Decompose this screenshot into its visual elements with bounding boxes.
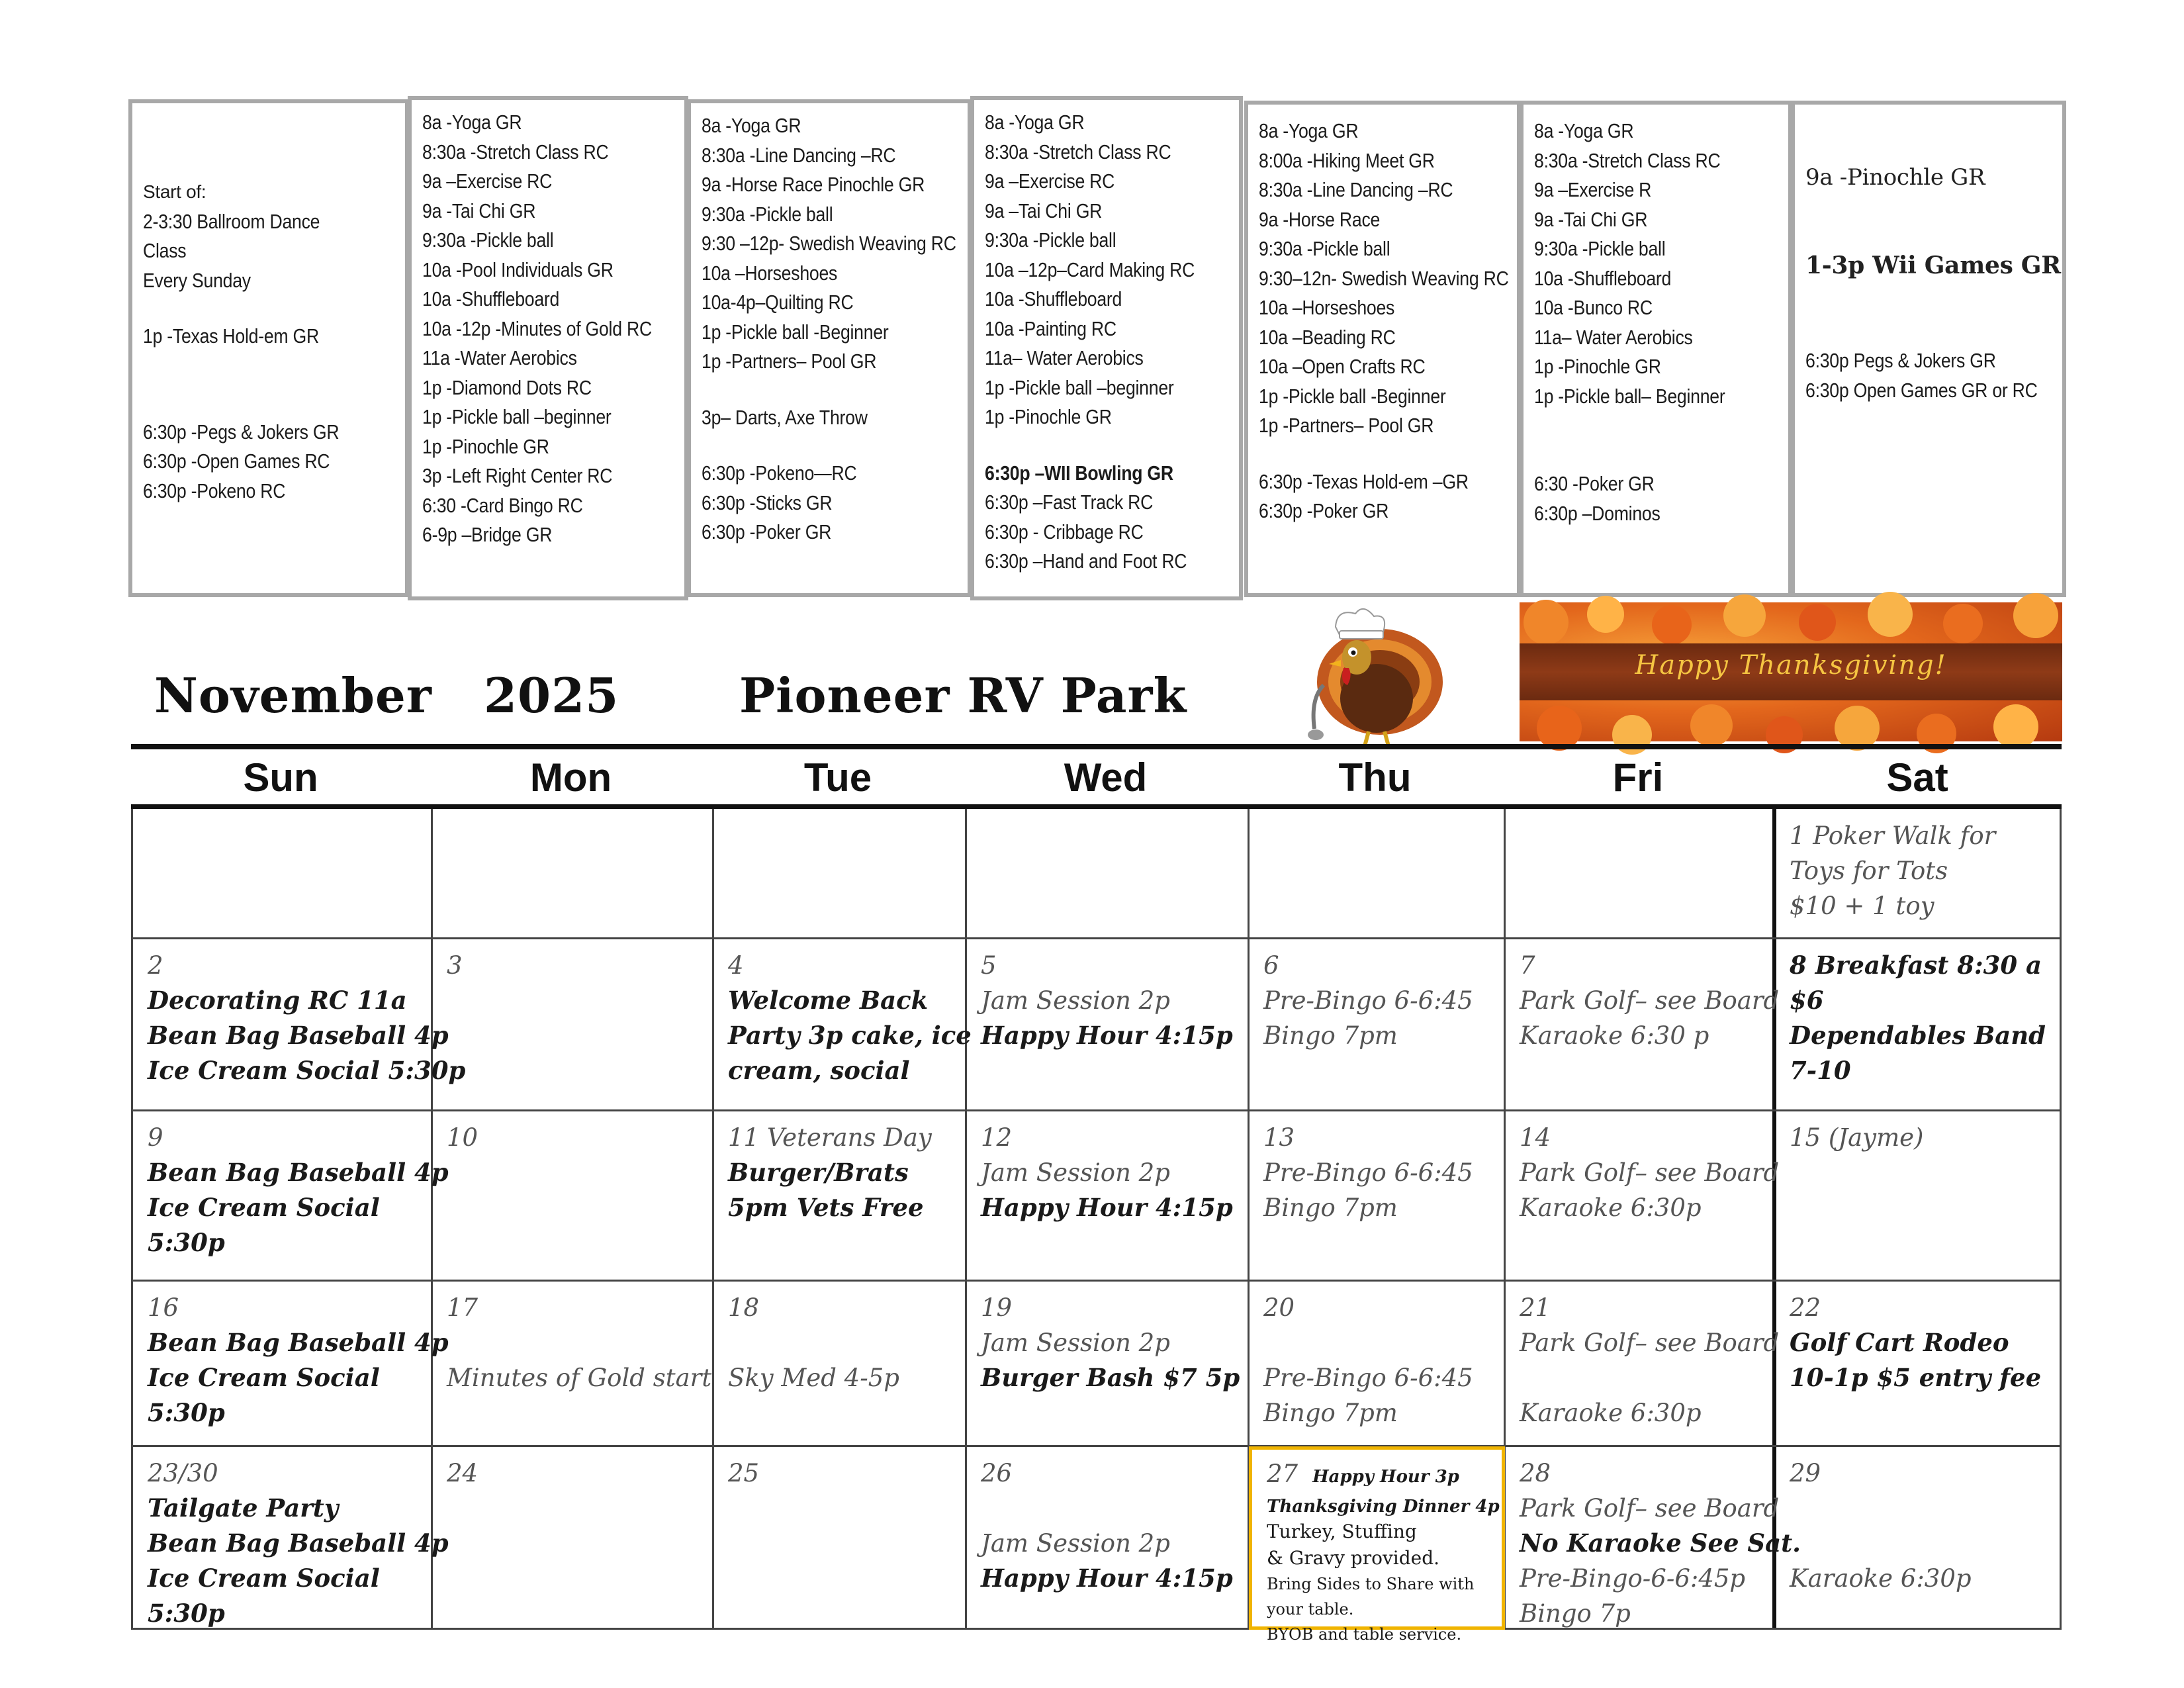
schedule-activity: 9a –Exercise R	[1534, 178, 1652, 201]
calendar-day-cell	[713, 939, 972, 1111]
event-text	[728, 1325, 957, 1360]
schedule-activity: 2-3:30 Ballroom Dance	[143, 209, 320, 233]
calendar-day-cell	[966, 1111, 1249, 1281]
day-number: 19	[981, 1293, 1013, 1322]
day-name-mon: Mon	[529, 755, 612, 800]
schedule-activity: 9:30a -Pickle ball	[422, 228, 554, 252]
event-text: Happy Hour 4:15p	[981, 1021, 1233, 1050]
day-name-wed: Wed	[1064, 755, 1148, 800]
day-number: 20	[1263, 1293, 1295, 1322]
calendar-day-cell	[713, 1111, 966, 1281]
event-text: Pre-Bingo-6-6:45p	[1520, 1564, 1746, 1593]
schedule-activity: 3p– Darts, Axe Throw	[702, 405, 868, 429]
event-text: Karaoke 6:30p	[1790, 1564, 1972, 1593]
calendar-month-title: November 2025	[154, 667, 619, 724]
event-text: $6	[1790, 986, 1824, 1015]
event-text: BYOB and table service.	[1267, 1625, 1462, 1644]
calendar-day-cell	[133, 809, 432, 939]
schedule-activity: 6:30p –WII Bowling GR	[985, 461, 1173, 485]
turkey-chef-icon	[1284, 599, 1449, 751]
calendar-day-cell	[713, 1281, 966, 1446]
schedule-activity: 8a -Yoga GR	[422, 111, 522, 134]
event-text: Bingo 7p	[1520, 1599, 1631, 1628]
schedule-activity: Every Sunday	[143, 268, 251, 292]
day-number: 6	[1263, 951, 1279, 980]
schedule-activity: 1p -Pickle ball –beginner	[985, 375, 1174, 399]
schedule-activity: 11a– Water Aerobics	[985, 346, 1144, 369]
schedule-spacer	[1805, 280, 2053, 346]
calendar-day-cell	[1775, 809, 2064, 939]
schedule-tuesday	[687, 99, 972, 597]
event-text: $10 + 1 toy	[1790, 892, 1934, 920]
calendar-day-cell	[1775, 1446, 2064, 1630]
day-number: 24	[447, 1459, 478, 1487]
event-text: Minutes of Gold start	[447, 1364, 712, 1392]
event-text	[1520, 1360, 1766, 1395]
calendar-day-cell	[1249, 1111, 1505, 1281]
event-text	[1790, 1526, 2054, 1561]
schedule-activity: 9:30–12n- Swedish Weaving RC	[1259, 266, 1509, 290]
day-number: 21	[1520, 1293, 1551, 1322]
event-text	[1790, 1491, 2054, 1526]
calendar-day-cell	[133, 939, 466, 1111]
event-text: Jam Session 2p	[981, 1529, 1170, 1558]
schedule-activity: 8a -Yoga GR	[1259, 119, 1359, 142]
schedule-activity: 10a -Shuffleboard	[1534, 266, 1672, 290]
event-text: Bring Sides to Share with	[1267, 1575, 1475, 1593]
schedule-activity: 11a– Water Aerobics	[1534, 325, 1693, 349]
calendar-day-header	[131, 753, 2062, 803]
event-text	[447, 1325, 704, 1360]
calendar-day-cell	[1249, 1446, 1505, 1644]
calendar-day-cell	[133, 1111, 449, 1281]
schedule-monday	[408, 96, 688, 600]
schedule-activity: 6:30p Open Games GR or RC	[1805, 378, 2038, 402]
schedule-activity: 9a -Horse Race	[1259, 207, 1381, 231]
calendar-day-cell	[1505, 1111, 1780, 1281]
schedule-spacer	[1805, 131, 2053, 163]
event-text: Park Golf– see Board	[1520, 1158, 1780, 1187]
event-text: your table.	[1267, 1600, 1354, 1618]
day-number: 7	[1520, 951, 1535, 980]
schedule-activity: 1p -Texas Hold-em GR	[143, 324, 319, 348]
event-text: Pre-Bingo 6-6:45	[1263, 1158, 1473, 1187]
calendar-day-cell	[1249, 809, 1505, 939]
schedule-activity: 1p -Pinochle GR	[422, 434, 549, 458]
happy-thanksgiving-text: Happy Thanksgiving!	[1635, 650, 1947, 680]
schedule-activity: 1p -Pickle ball –beginner	[422, 405, 612, 428]
schedule-activity: 1p -Pickle ball– Beginner	[1534, 384, 1725, 408]
schedule-activity: 9:30a -Pickle ball	[702, 202, 833, 226]
schedule-spacer	[985, 432, 1230, 459]
schedule-activity: 9:30a -Pickle ball	[985, 228, 1116, 252]
day-number: 13	[1263, 1123, 1295, 1152]
schedule-spacer	[143, 352, 396, 418]
day-name-fri: Fri	[1612, 755, 1664, 800]
calendar-day-cell	[1249, 1281, 1505, 1446]
event-text: Sky Med 4-5p	[728, 1364, 899, 1392]
calendar-day-cell	[1505, 809, 1775, 939]
schedule-activity: 9a -Tai Chi GR	[1534, 207, 1648, 231]
day-number: 10	[447, 1123, 478, 1152]
schedule-activity: 1p -Pinochle GR	[985, 405, 1112, 428]
schedule-activity: 10a –Horseshoes	[702, 261, 838, 285]
event-text: & Gravy provided.	[1267, 1547, 1440, 1569]
day-number: 25	[728, 1459, 760, 1487]
schedule-activity: 10a –Beading RC	[1259, 325, 1396, 349]
schedule-activity: 6:30p -Pegs & Jokers GR	[143, 420, 340, 444]
day-number: 1 Poker Walk for	[1790, 821, 1996, 850]
calendar-day-cell	[133, 1446, 449, 1630]
schedule-activity: 6:30p –Dominos	[1534, 501, 1661, 525]
calendar-day-cell	[713, 1446, 966, 1630]
schedule-activity: 8:30a -Line Dancing –RC	[702, 143, 896, 167]
day-number: 16	[148, 1293, 179, 1322]
schedule-activity: 9a -Tai Chi GR	[422, 199, 536, 222]
event-text: Bean Bag Baseball 4p	[148, 1528, 449, 1558]
schedule-spacer	[1259, 441, 1508, 467]
event-text: Jam Session 2p	[981, 1329, 1170, 1357]
schedule-activity: 8:30a -Line Dancing –RC	[1259, 178, 1453, 201]
event-text: Ice Cream Social	[148, 1363, 380, 1392]
schedule-activity: 1p -Pinochle GR	[1534, 355, 1661, 378]
calendar-day-cell	[966, 1281, 1249, 1446]
day-number: 23/30	[148, 1459, 218, 1487]
schedule-activity: 10a -12p -Minutes of Gold RC	[422, 316, 652, 340]
schedule-activity: Class	[143, 239, 187, 262]
schedule-activity: 6-9p –Bridge GR	[422, 523, 553, 546]
calendar-grid	[131, 809, 2062, 1644]
day-name-tue: Tue	[803, 755, 872, 800]
schedule-activity: 8a -Yoga GR	[702, 114, 801, 137]
day-number: 28	[1520, 1459, 1551, 1487]
event-text: Happy Hour 4:15p	[981, 1564, 1233, 1593]
schedule-activity: 6:30 -Card Bingo RC	[422, 493, 583, 517]
schedule-activity: 9:30a -Pickle ball	[1534, 237, 1666, 260]
day-number: 11 Veterans Day	[728, 1123, 932, 1152]
schedule-activity: 6:30p -Sticks GR	[702, 491, 833, 514]
schedule-spacer	[1534, 411, 1779, 469]
event-text: Jam Session 2p	[981, 1158, 1170, 1187]
day-number: 3	[447, 951, 463, 980]
event-text: Karaoke 6:30p	[1520, 1194, 1702, 1222]
schedule-activity: 9a –Exercise RC	[422, 169, 553, 193]
schedule-activity: 1p -Pickle ball -Beginner	[702, 320, 889, 344]
day-number: 22	[1790, 1293, 1821, 1322]
event-text: Karaoke 6:30 p	[1520, 1021, 1709, 1050]
schedule-sunday	[128, 99, 409, 597]
schedule-activity: 11a -Water Aerobics	[422, 346, 577, 369]
calendar-day-cell	[1249, 939, 1505, 1111]
calendar-day-cell	[966, 1446, 1249, 1630]
event-text: Karaoke 6:30p	[1520, 1399, 1702, 1427]
event-text: Bean Bag Baseball 4p	[148, 1158, 449, 1187]
schedule-activity: 1-3p Wii Games GR	[1805, 251, 2061, 279]
thanksgiving-banner	[1520, 602, 2062, 741]
calendar-day-cell	[1505, 939, 1780, 1111]
event-text: Thanksgiving Dinner 4p	[1267, 1497, 1500, 1517]
event-text: Bingo 7pm	[1263, 1021, 1398, 1050]
event-text	[1263, 1325, 1496, 1360]
schedule-activity: 10a –Horseshoes	[1259, 296, 1395, 319]
event-text: Bingo 7pm	[1263, 1399, 1398, 1427]
schedule-activity: 8:30a -Stretch Class RC	[1534, 148, 1721, 172]
event-text: Turkey, Stuffing	[1267, 1521, 1417, 1542]
day-number: 29	[1790, 1459, 1821, 1487]
schedule-spacer	[143, 295, 396, 322]
event-text: 7-10	[1790, 1056, 1851, 1085]
calendar-day-cell	[966, 939, 1249, 1111]
schedule-activity: 1p -Diamond Dots RC	[422, 375, 592, 399]
schedule-activity: 10a -Bunco RC	[1534, 296, 1653, 319]
schedule-friday	[1520, 101, 1792, 597]
schedule-activity: 6:30p -Open Games RC	[143, 449, 330, 473]
day-number: 26	[981, 1459, 1013, 1487]
schedule-activity: 8:30a -Stretch Class RC	[422, 140, 609, 164]
schedule-wednesday	[970, 96, 1243, 600]
schedule-activity: 10a –Open Crafts RC	[1259, 355, 1426, 378]
event-text: Tailgate Party	[148, 1493, 339, 1523]
schedule-activity: 10a -Pool Individuals GR	[422, 258, 614, 281]
calendar-day-cell	[432, 939, 713, 1111]
event-text: Ice Cream Social 5:30p	[148, 1056, 466, 1085]
schedule-activity: 6:30p -Texas Hold-em –GR	[1259, 469, 1469, 493]
event-text: Party 3p cake, ice	[728, 1021, 972, 1050]
calendar-header-rule	[131, 804, 2062, 809]
park-name-title: Pioneer RV Park	[739, 667, 1187, 724]
event-text: Golf Cart Rodeo	[1790, 1328, 2009, 1357]
calendar-day-cell	[432, 809, 713, 939]
schedule-activity: 8a -Yoga GR	[985, 111, 1085, 134]
day-number: 14	[1520, 1123, 1551, 1152]
day-number: 12	[981, 1123, 1013, 1152]
schedule-activity: 9:30 –12p- Swedish Weaving RC	[702, 232, 956, 255]
calendar-day-cell	[1505, 1281, 1780, 1446]
event-text: 5:30p	[148, 1599, 225, 1628]
calendar-day-cell	[713, 809, 966, 939]
schedule-activity: 6:30p –Fast Track RC	[985, 491, 1154, 514]
schedule-activity: 1p -Partners– Pool GR	[702, 350, 877, 373]
day-name-sat: Sat	[1886, 755, 1948, 800]
calendar-day-cell	[1775, 1281, 2064, 1446]
calendar-day-cell	[1775, 939, 2064, 1111]
day-name-sun: Sun	[243, 755, 318, 800]
schedule-thursday	[1244, 101, 1521, 597]
day-number: 27 Happy Hour 3p	[1267, 1460, 1459, 1488]
calendar-day-cell	[432, 1111, 713, 1281]
calendar-day-cell	[966, 809, 1249, 939]
event-text: Pre-Bingo 6-6:45	[1263, 986, 1473, 1015]
event-text: 5pm Vets Free	[728, 1193, 924, 1222]
event-text: Park Golf– see Board	[1520, 1329, 1780, 1357]
calendar-day-cell	[133, 1281, 449, 1446]
schedule-activity: 8a -Yoga GR	[1534, 119, 1634, 142]
day-number: 5	[981, 951, 997, 980]
schedule-activity: 6:30p -Pokeno RC	[143, 479, 286, 502]
schedule-spacer	[702, 377, 958, 403]
event-text: Dependables Band	[1790, 1021, 2046, 1050]
event-text	[981, 1491, 1240, 1526]
schedule-activity: 9a –Tai Chi GR	[985, 199, 1103, 222]
happy-hour-note: Happy Hour 3p	[1312, 1467, 1459, 1487]
calendar-top-rule	[131, 744, 2062, 749]
day-number: 4	[728, 951, 744, 980]
schedule-activity: 10a-4p–Quilting RC	[702, 291, 854, 314]
day-number: 2	[148, 951, 163, 980]
event-text: Ice Cream Social	[148, 1564, 380, 1593]
event-text: Burger/Brats	[728, 1158, 909, 1187]
day-number: 15 (Jayme)	[1790, 1123, 1924, 1152]
schedule-spacer	[702, 432, 958, 459]
schedule-activity: 9:30a -Pickle ball	[1259, 237, 1390, 260]
schedule-activity: 6:30p - Cribbage RC	[985, 520, 1144, 543]
event-text: Happy Hour 4:15p	[981, 1193, 1233, 1222]
schedule-spacer	[1805, 193, 2053, 251]
schedule-activity: 9a –Exercise RC	[985, 169, 1115, 193]
event-text: Welcome Back	[728, 986, 929, 1015]
event-text: Bean Bag Baseball 4p	[148, 1328, 449, 1357]
schedule-activity: 10a -Painting RC	[985, 316, 1116, 340]
schedule-activity: 3p -Left Right Center RC	[422, 464, 613, 487]
day-number: 17	[447, 1293, 478, 1322]
schedule-activity: 6:30 -Poker GR	[1534, 472, 1655, 495]
event-text: Jam Session 2p	[981, 986, 1170, 1015]
day-number: 18	[728, 1293, 760, 1322]
event-text: cream, social	[728, 1056, 910, 1085]
event-text: Ice Cream Social	[148, 1193, 380, 1222]
event-text: Bingo 7pm	[1263, 1194, 1398, 1222]
event-text: 5:30p	[148, 1228, 225, 1257]
calendar-day-cell	[432, 1281, 713, 1446]
schedule-saturday	[1791, 101, 2066, 597]
calendar-day-cell	[1505, 1446, 1801, 1630]
schedule-activity: 10a –12p–Card Making RC	[985, 258, 1195, 281]
schedule-activity: 6:30p -Pokeno—RC	[702, 461, 857, 485]
calendar-day-cell	[1775, 1111, 2064, 1281]
schedule-activity: 1p -Pickle ball -Beginner	[1259, 384, 1446, 408]
event-text: Bean Bag Baseball 4p	[148, 1021, 449, 1050]
day-number: 8 Breakfast 8:30 a	[1790, 951, 2042, 980]
schedule-activity: 6:30p -Poker GR	[702, 520, 832, 543]
schedule-activity: 10a -Shuffleboard	[985, 287, 1122, 310]
event-text: 10-1p $5 entry fee	[1790, 1363, 2042, 1392]
schedule-activity: 6:30p –Hand and Foot RC	[985, 549, 1187, 573]
schedule-activity: 9a -Horse Race Pinochle GR	[702, 173, 925, 196]
schedule-activity: 8:00a -Hiking Meet GR	[1259, 148, 1435, 172]
event-text: No Karaoke See Sat.	[1520, 1528, 1801, 1558]
event-text: Pre-Bingo 6-6:45	[1263, 1364, 1473, 1392]
schedule-activity: Start of:	[143, 181, 206, 202]
event-text: Park Golf– see Board	[1520, 986, 1780, 1015]
event-text: Burger Bash $7 5p	[981, 1363, 1240, 1392]
schedule-activity: 8:30a -Stretch Class RC	[985, 140, 1171, 164]
day-name-thu: Thu	[1338, 755, 1412, 800]
schedule-activity: 1p -Partners– Pool GR	[1259, 414, 1434, 437]
schedule-activity: 6:30p Pegs & Jokers GR	[1805, 349, 1996, 372]
event-text: 5:30p	[148, 1398, 225, 1427]
calendar-day-cell	[432, 1446, 713, 1630]
schedule-activity: 6:30p -Poker GR	[1259, 499, 1389, 522]
event-text: Park Golf– see Board	[1520, 1494, 1780, 1523]
event-text: Decorating RC 11a	[148, 986, 407, 1015]
event-text: Toys for Tots	[1790, 857, 1948, 885]
day-number: 9	[148, 1123, 163, 1152]
schedule-activity: 10a -Shuffleboard	[422, 287, 560, 310]
schedule-activity: 9a -Pinochle GR	[1805, 164, 1985, 191]
